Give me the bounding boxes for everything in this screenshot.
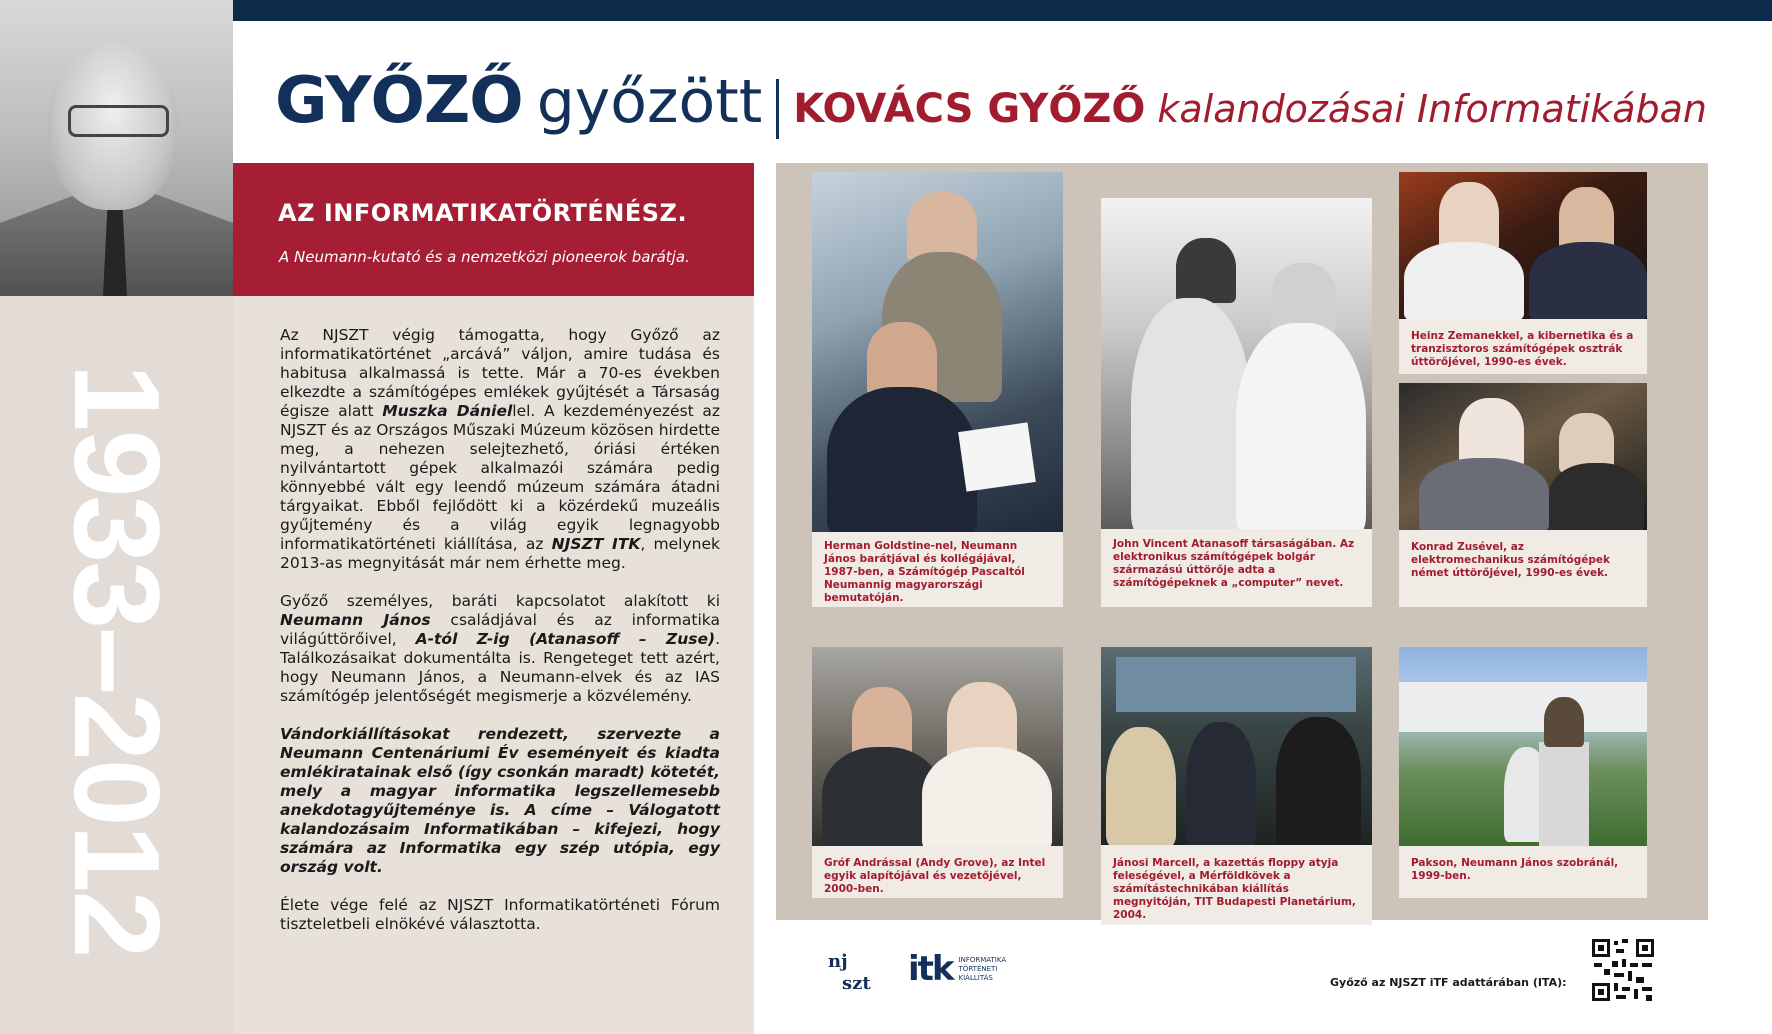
title-regular: győzött [536, 67, 763, 137]
photo-zemanek [1399, 172, 1647, 319]
caption-goldstine: Herman Goldstine-nel, Neumann János barátjával és kollégájával, 1987-ben, a Számítógép Pascaltól Neumannig magyarországi bemutatóján. [824, 540, 1025, 604]
p1-text-e: , melynek 2013-as megnyitását már nem érhette meg. [280, 535, 721, 572]
body-text [280, 326, 720, 953]
photo-atanasoff [1101, 198, 1372, 529]
photo-goldstine [812, 172, 1063, 532]
p2-atanasoff-zuse: A-tól Z-ig (Atanasoff – Zuse) [415, 630, 716, 648]
paragraph-2 [280, 592, 720, 706]
photo-card-grove [812, 647, 1063, 898]
footer-logos [826, 944, 1006, 994]
itk-text-1: INFORMATIKA [958, 955, 1007, 964]
itk-text-2: TÖRTÉNETI [958, 964, 998, 973]
photo-janosi [1101, 647, 1372, 845]
caption-grove: Gróf Andrással (Andy Grove), az Intel egyik alapítójával és vezetőjével, 2000-ben. [824, 857, 1046, 895]
caption-zuse: Konrad Zusével, az elektromechanikus számítógépek német úttörőjével, 1990-es évek. [1411, 541, 1610, 579]
caption-paks: Pakson, Neumann János szobránál, 1999-ben. [1411, 857, 1619, 882]
photo-grove [812, 647, 1063, 846]
itk-logo-text [959, 956, 1007, 983]
photo-card-zemanek [1399, 172, 1647, 374]
svg-text:szt: szt [842, 973, 871, 993]
paragraph-1 [280, 326, 720, 573]
page-title [275, 64, 1707, 154]
subtitle-bold: KOVÁCS GYŐZŐ [793, 86, 1146, 132]
svg-text:nj: nj [828, 951, 848, 972]
section-subheading: A Neumann-kutató és a nemzetközi pioneerok barátja. [279, 248, 690, 266]
p2-text-a: Győző személyes, baráti kapcsolatot alakított ki [280, 592, 720, 610]
p1-text-c: lel. A kezdeményezést az NJSZT és az Országos Műszaki Múzeum közösen hirdette meg, a nehezen selejtezhető, óriási értéken nyilvántartott gépek alkalmazói számára pedig könnyebbé vált egy leendő múzeum számára átadni tárgyaikat. Ebből fejlődött ki a közérdekű muzeális gyűjtemény és a világ egyik legnagyobb informatikatörténeti kiállítása, az [280, 402, 720, 553]
p2-name-neumann: Neumann János [280, 611, 431, 629]
njszt-logo-mark [826, 945, 876, 993]
paragraph-3: Vándorkiállításokat rendezett, szervezte a Neumann Centenáriumi Év eseményeit és kiadta emlékiratainak első (így csonkán maradt) kötetét, mely a magyar informatika legszellemesebb anekdotagyűjteménye is. A címe – Válogatott kalandozásaim Informatikában – kifejezi, hogy számára az Informatika egy szép utópia, egy ország volt. [280, 725, 720, 876]
title-bold: GYŐZŐ [275, 64, 523, 138]
photo-zuse [1399, 383, 1647, 530]
photo-card-paks [1399, 647, 1647, 898]
top-bar [233, 0, 1772, 21]
section-header [233, 163, 754, 296]
itk-text-3: KIÁLLÍTÁS [958, 973, 993, 982]
subtitle-italic: kalandozásai Informatikában [1157, 87, 1707, 131]
years-label: 1933–2012 [49, 363, 185, 957]
p1-name-muszka: Muszka Dániel [382, 402, 513, 420]
qr-code-icon[interactable] [1590, 937, 1656, 1003]
photo-paks [1399, 647, 1647, 846]
photo-card-goldstine [812, 172, 1063, 607]
caption-zemanek: Heinz Zemanekkel, a kibernetika és a tranzisztoros számítógépek osztrák úttörőjével, 1990-es évek. [1411, 330, 1634, 368]
p1-name-itk: NJSZT ITK [551, 535, 641, 553]
p2-text-c: családjával és az informatika világúttörőivel, [280, 611, 720, 648]
njszt-logo [826, 945, 876, 993]
photo-card-atanasoff [1101, 198, 1372, 607]
portrait-photo [0, 0, 233, 296]
qr-label: Győző az NJSZT iTF adattárában (ITA): [1330, 976, 1567, 989]
qr-code-graphic [1590, 937, 1656, 1003]
paragraph-4: Élete vége felé az NJSZT Informatikatörténeti Fórum tiszteletbeli elnökévé választotta. [280, 896, 720, 933]
itk-logo [908, 949, 1006, 989]
caption-atanasoff: John Vincent Atanasoff társaságában. Az elektronikus számítógépek bolgár származású úttörője adta a számítógépeknek a „computer” nevet. [1113, 538, 1355, 589]
p2-text-e: . Találkozásaikat dokumentálta is. Rengeteget tett azért, hogy Neumann János, a Neumann-elvek és az IAS számítógép jelentőségét megismerje a közvélemény. [280, 630, 720, 705]
itk-logo-mark: itk [908, 949, 953, 989]
photo-card-janosi [1101, 647, 1372, 925]
section-heading: AZ INFORMATIKATÖRTÉNÉSZ. [278, 199, 688, 227]
photo-card-zuse [1399, 383, 1647, 607]
caption-janosi: Jánosi Marcell, a kazettás floppy atyja feleségével, a Mérföldkövek a számítástechnikában kiállítás megnyitóján, TIT Budapesti Planetárium, 2004. [1113, 857, 1356, 921]
text-panel [233, 296, 754, 1034]
p1-text-a: Az NJSZT végig támogatta, hogy Győző az informatikatörténet „arcává” váljon, amire tudása és habitusa alkalmassá is tette. Már a 70-es években elkezdte a számítógépes emlékek gyűjtését a Társaság égisze alatt [280, 326, 720, 420]
title-divider [776, 79, 779, 139]
